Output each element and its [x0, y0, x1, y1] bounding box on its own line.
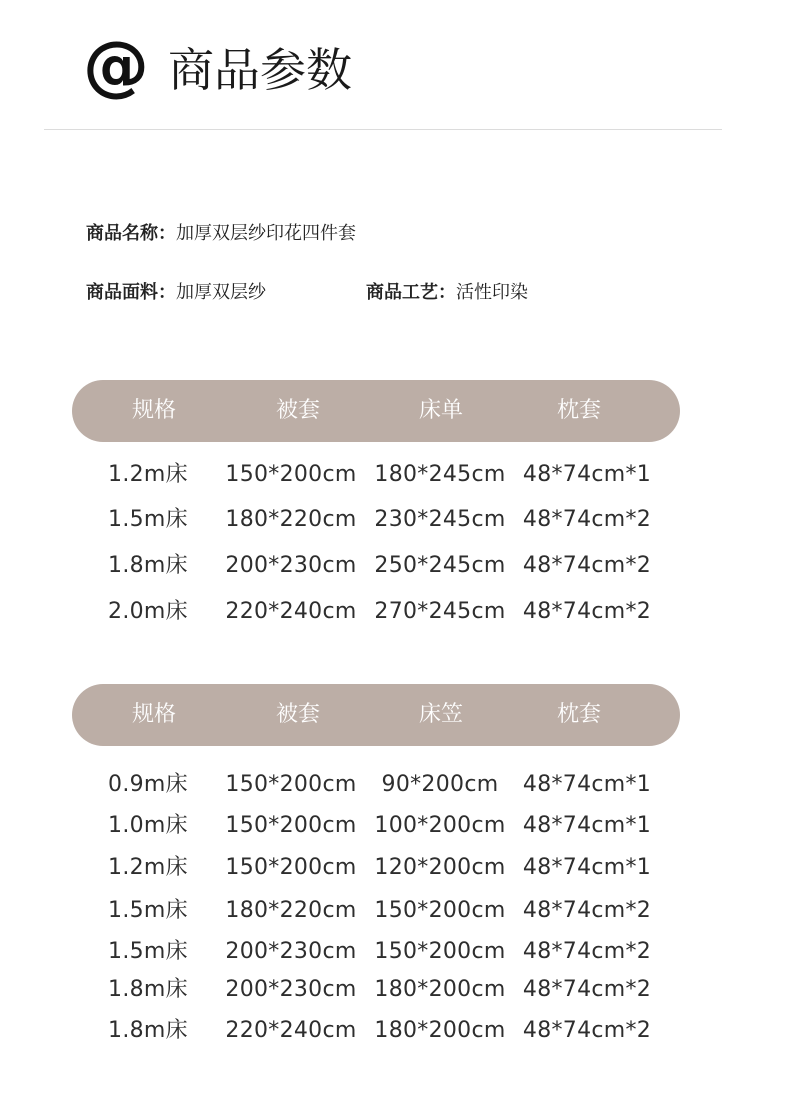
table-cell: 1.2m床 — [108, 855, 188, 880]
table1-header-cell: 床单 — [418, 398, 464, 423]
table-cell: 150*200cm — [225, 772, 357, 797]
table-cell: 48*74cm*2 — [522, 599, 652, 624]
table-cell: 220*240cm — [225, 1018, 357, 1043]
param-craft — [366, 281, 528, 305]
table1-row — [0, 460, 790, 490]
table-cell: 1.2m床 — [108, 462, 188, 487]
table-cell: 1.5m床 — [108, 939, 188, 964]
table-cell: 48*74cm*2 — [522, 898, 652, 923]
table2-row — [0, 896, 790, 926]
table2-header — [72, 684, 680, 746]
table-cell: 180*220cm — [225, 898, 357, 923]
table1-header — [72, 380, 680, 442]
param-label: 商品名称： — [86, 223, 176, 244]
table-cell: 180*245cm — [374, 462, 506, 487]
table2-row — [0, 1016, 790, 1046]
table1-row — [0, 597, 790, 627]
table-cell: 0.9m床 — [108, 772, 188, 797]
page-title: 商品参数 — [168, 43, 352, 97]
table2-row — [0, 975, 790, 1005]
table-cell: 48*74cm*1 — [522, 855, 652, 880]
table-cell: 150*200cm — [374, 898, 506, 923]
table-cell: 2.0m床 — [108, 599, 188, 624]
table-cell: 1.8m床 — [108, 553, 188, 578]
table-cell: 150*200cm — [225, 855, 357, 880]
table-cell: 150*200cm — [225, 813, 357, 838]
table-cell: 1.0m床 — [108, 813, 188, 838]
table-cell: 1.5m床 — [108, 898, 188, 923]
table1-row — [0, 505, 790, 535]
table-cell: 150*200cm — [225, 462, 357, 487]
param-fabric — [86, 281, 266, 305]
table-cell: 1.5m床 — [108, 507, 188, 532]
param-label: 商品工艺： — [366, 282, 456, 303]
table2-row — [0, 811, 790, 841]
table2-header-cell: 规格 — [131, 702, 177, 727]
table2-header-cell: 床笠 — [418, 702, 464, 727]
param-label: 商品面料： — [86, 282, 176, 303]
divider — [44, 129, 722, 130]
table-cell: 100*200cm — [374, 813, 506, 838]
table-cell: 230*245cm — [374, 507, 506, 532]
table-cell: 48*74cm*1 — [522, 772, 652, 797]
table-cell: 90*200cm — [381, 772, 499, 797]
table1-header-cell: 被套 — [275, 398, 321, 423]
table-cell: 220*240cm — [225, 599, 357, 624]
at-icon: @ — [83, 27, 149, 104]
param-value: 活性印染 — [456, 282, 528, 303]
table2-row — [0, 937, 790, 967]
table-cell: 48*74cm*2 — [522, 939, 652, 964]
table-cell: 48*74cm*2 — [522, 1018, 652, 1043]
table1-header-cell: 规格 — [131, 398, 177, 423]
table-cell: 270*245cm — [374, 599, 506, 624]
table2-header-cell: 枕套 — [556, 702, 602, 727]
table2-row — [0, 770, 790, 800]
table-cell: 180*220cm — [225, 507, 357, 532]
table-cell: 200*230cm — [225, 553, 357, 578]
table1-row — [0, 551, 790, 581]
table-cell: 200*230cm — [225, 977, 357, 1002]
param-product-name — [86, 222, 356, 246]
table-cell: 48*74cm*1 — [522, 813, 652, 838]
table2-header-cell: 被套 — [275, 702, 321, 727]
table-cell: 180*200cm — [374, 1018, 506, 1043]
table-cell: 180*200cm — [374, 977, 506, 1002]
table-cell: 250*245cm — [374, 553, 506, 578]
table-cell: 48*74cm*2 — [522, 977, 652, 1002]
table2-row — [0, 853, 790, 883]
table-cell: 48*74cm*2 — [522, 553, 652, 578]
table-cell: 1.8m床 — [108, 977, 188, 1002]
param-value: 加厚双层纱印花四件套 — [176, 223, 356, 244]
table-cell: 48*74cm*1 — [522, 462, 652, 487]
table-cell: 150*200cm — [374, 939, 506, 964]
table-cell: 200*230cm — [225, 939, 357, 964]
table-cell: 1.8m床 — [108, 1018, 188, 1043]
param-value: 加厚双层纱 — [176, 282, 266, 303]
table-cell: 48*74cm*2 — [522, 507, 652, 532]
table1-header-cell: 枕套 — [556, 398, 602, 423]
table-cell: 120*200cm — [374, 855, 506, 880]
